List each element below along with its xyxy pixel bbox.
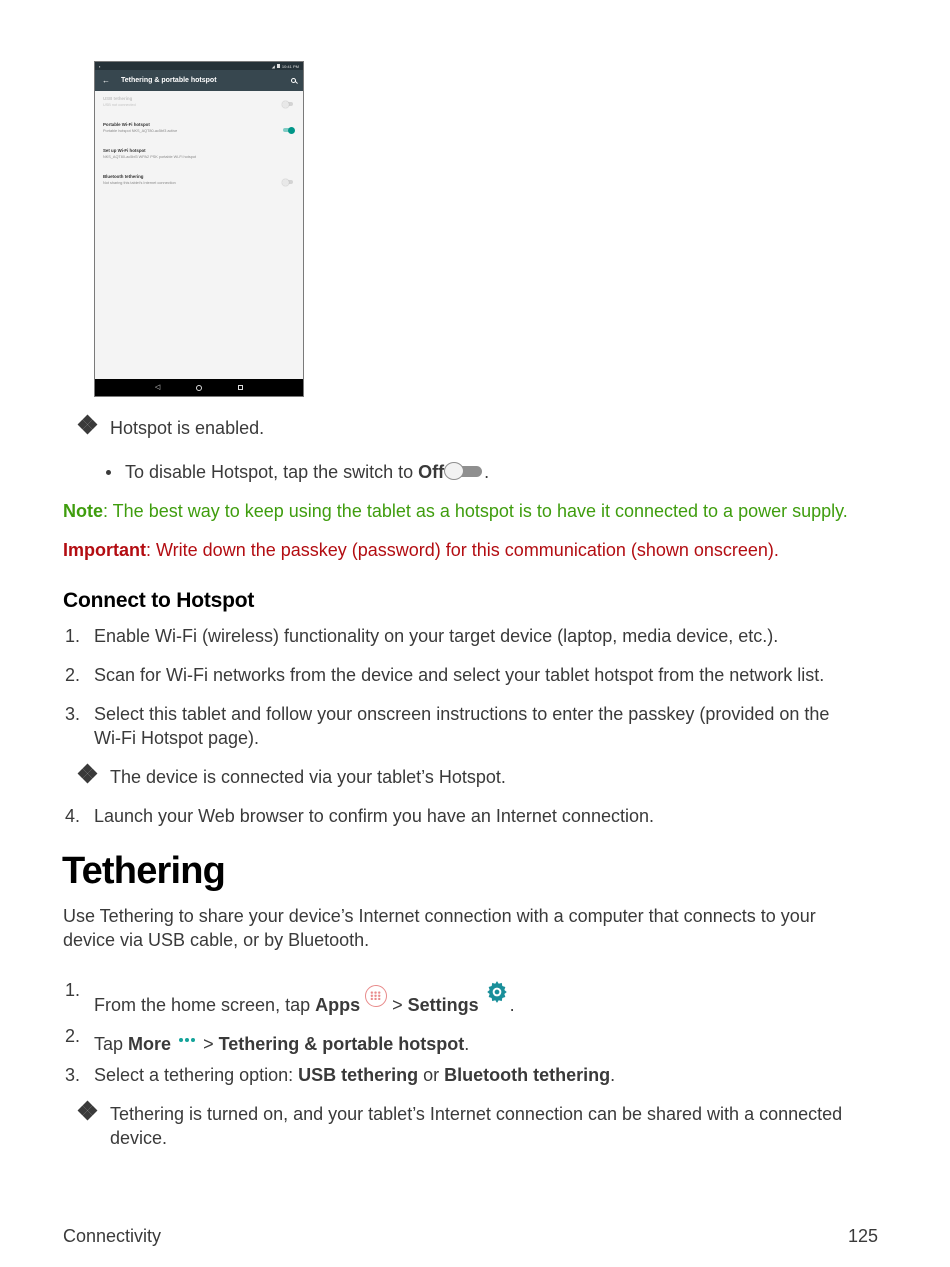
or-text: or	[418, 1065, 445, 1085]
search-icon[interactable]	[291, 78, 296, 83]
page-number: 125	[848, 1226, 879, 1246]
connect-step-2: Scan for Wi-Fi networks from the device and select your tablet hotspot from the network list.	[94, 665, 825, 685]
footer-section: Connectivity	[63, 1226, 162, 1246]
separator: >	[387, 995, 408, 1015]
important-label: Important	[63, 540, 146, 560]
important-paragraph	[63, 539, 779, 561]
app-bar	[95, 70, 303, 91]
note-paragraph	[63, 500, 848, 522]
setting-subtitle: Portable hotspot NKS_AQT80-ac5bf3 active	[103, 129, 178, 133]
important-text: : Write down the passkey (password) for this communication (shown onscreen).	[146, 540, 779, 560]
apps-icon	[365, 985, 387, 1007]
step-period: .	[464, 1034, 470, 1054]
setting-usb-tethering[interactable]	[103, 96, 295, 116]
tethering-hotspot-label: Tethering & portable hotspot	[218, 1034, 465, 1054]
navigation-bar	[95, 379, 303, 396]
status-time: 10:41 PM	[281, 63, 299, 69]
notification-icon: ▪	[99, 63, 101, 69]
bluetooth-tethering-switch[interactable]	[283, 180, 293, 184]
off-label: Off	[418, 462, 445, 482]
connect-step-3-line2: Wi-Fi Hotspot page).	[94, 728, 260, 748]
connect-step-4: Launch your Web browser to confirm you have an Internet connection.	[94, 806, 654, 826]
step-number: 1.	[65, 980, 81, 1000]
tethering-heading: Tethering	[62, 850, 226, 892]
more-label: More	[128, 1034, 172, 1054]
tether-step-1	[94, 979, 515, 1016]
usb-tethering-label: USB tethering	[298, 1065, 419, 1085]
step-number: 2.	[65, 665, 81, 685]
connected-result-text: The device is connected via your tablet’s Hotspot.	[110, 767, 506, 787]
note-label: Note	[63, 501, 103, 521]
bluetooth-tethering-label: Bluetooth tethering	[444, 1065, 611, 1085]
step-number: 4.	[65, 806, 81, 826]
step-period: .	[509, 995, 515, 1015]
instruction-period: .	[484, 462, 490, 482]
step-number: 3.	[65, 704, 81, 724]
diamond-bullet-icon	[79, 765, 97, 783]
nav-back-icon[interactable]: ◁	[154, 384, 161, 391]
step-number: 3.	[65, 1065, 81, 1085]
step-period: .	[610, 1065, 616, 1085]
connect-step-3-line1: Select this tablet and follow your onscreen instructions to enter the passkey (provided on the	[94, 704, 830, 724]
setting-portable-wifi-hotspot[interactable]	[103, 122, 295, 142]
note-text: : The best way to keep using the tablet as a hotspot is to have it connected to a power supply.	[103, 501, 848, 521]
step-text: Select a tethering option:	[94, 1065, 299, 1085]
setting-title: Bluetooth tethering	[103, 174, 144, 179]
separator: >	[198, 1034, 219, 1054]
instruction-text: To disable Hotspot, tap the switch to	[125, 462, 419, 482]
connect-step-1: Enable Wi-Fi (wireless) functionality on your target device (laptop, media device, etc.).	[94, 626, 779, 646]
disable-hotspot-instruction	[125, 461, 489, 483]
settings-label: Settings	[407, 995, 479, 1015]
apps-label: Apps	[315, 995, 361, 1015]
tether-step-3	[94, 1064, 615, 1086]
nav-home-icon[interactable]	[196, 385, 202, 391]
status-bar	[95, 62, 303, 70]
wifi-hotspot-switch[interactable]	[283, 128, 293, 132]
setting-subtitle: USB not connected	[103, 103, 136, 107]
tether-result-line1: Tethering is turned on, and your tablet’s Internet connection can be shared with a connected	[110, 1104, 843, 1124]
connect-to-hotspot-heading: Connect to Hotspot	[63, 589, 255, 612]
setting-title: Set up Wi-Fi hotspot	[103, 148, 146, 153]
step-text: From the home screen, tap	[94, 995, 316, 1015]
diamond-bullet-icon	[79, 1102, 97, 1120]
setting-subtitle: NKS_AQT80-ac5bf3 WPA2 PSK portable Wi-Fi hotspot	[103, 155, 196, 159]
more-dots-icon	[176, 1025, 198, 1047]
usb-tethering-switch[interactable]	[283, 102, 293, 106]
tethering-screenshot	[94, 61, 304, 397]
bullet-dot	[106, 470, 111, 475]
step-number: 2.	[65, 1026, 81, 1046]
setting-title: Portable Wi-Fi hotspot	[103, 122, 150, 127]
hotspot-enabled-text: Hotspot is enabled.	[110, 418, 265, 438]
battery-icon	[277, 64, 280, 68]
nav-recents-icon[interactable]	[238, 385, 243, 390]
tethering-intro-line2: device via USB cable, or by Bluetooth.	[63, 930, 370, 950]
setting-setup-wifi-hotspot[interactable]	[103, 148, 295, 168]
tethering-intro-line1: Use Tethering to share your device’s Internet connection with a computer that connects to your	[63, 906, 816, 926]
setting-bluetooth-tethering[interactable]	[103, 174, 295, 194]
diamond-bullet-icon	[79, 416, 97, 434]
tether-step-2	[94, 1025, 469, 1055]
signal-icon: ◢	[271, 63, 275, 69]
setting-subtitle: Not sharing this tablet's Internet connection	[103, 181, 176, 185]
step-number: 1.	[65, 626, 81, 646]
tether-result-line2: device.	[110, 1128, 168, 1148]
toggle-off-icon	[444, 462, 484, 480]
settings-gear-icon	[484, 979, 510, 1005]
step-text: Tap	[94, 1034, 129, 1054]
back-arrow-icon[interactable]: ←	[102, 76, 110, 85]
setting-title: USB tethering	[103, 96, 133, 101]
screen-title: Tethering & portable hotspot	[121, 77, 217, 84]
